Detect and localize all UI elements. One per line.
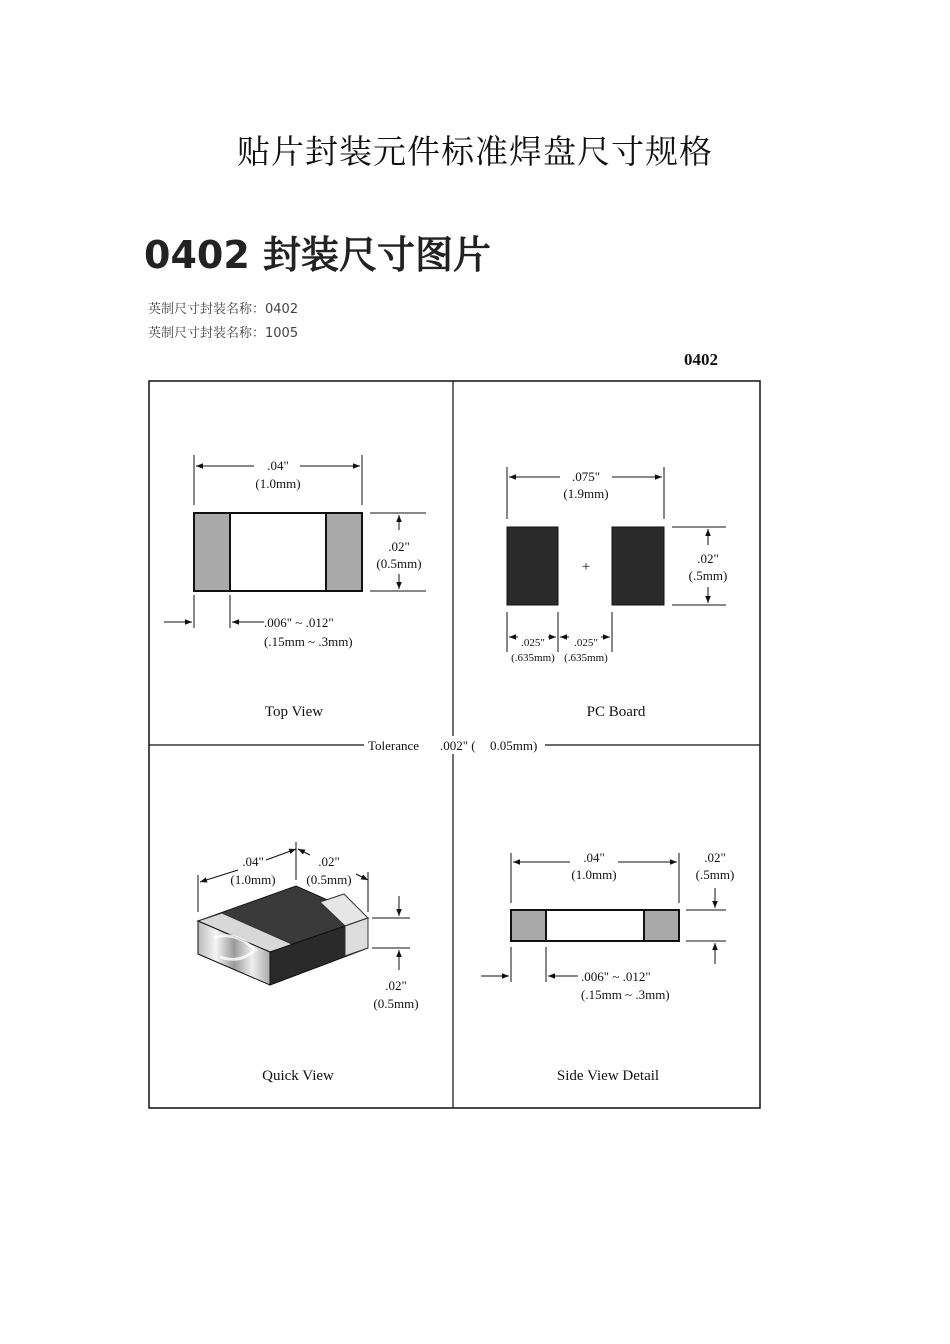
pc-board-height-mm: (.5mm) — [688, 568, 728, 583]
top-view-terminal-in: .006" ~ .012" — [264, 615, 334, 630]
side-view-panel — [481, 850, 734, 1084]
pc-board-span-in: .075" — [571, 469, 601, 484]
pc-board-pad-mm: (.635mm) — [511, 652, 555, 664]
top-view-caption: Top View — [264, 704, 324, 720]
document-title: 贴片封装元件标准焊盘尺寸规格 — [237, 132, 713, 171]
tolerance-label: Tolerance — [368, 738, 420, 753]
quick-view-caption: Quick View — [262, 1068, 334, 1084]
top-view-length-in: .04" — [267, 458, 289, 473]
top-view-terminal-mm: (.15mm ~ .3mm) — [264, 634, 353, 649]
info-line-imperial: 英制尺寸封装名称：0402 — [148, 302, 299, 317]
pc-board-pad-left — [507, 527, 558, 605]
quick-view-height-in: .02" — [385, 978, 407, 993]
top-view-length-mm: (1.0mm) — [255, 476, 301, 491]
side-view-terminal-in: .006" ~ .012" — [581, 969, 651, 984]
quick-view-length-mm: (1.0mm) — [230, 872, 276, 887]
side-view-length-in: .04" — [583, 850, 605, 865]
pc-board-gap-mm: (.635mm) — [564, 652, 608, 664]
quick-view-height-mm: (0.5mm) — [373, 996, 419, 1011]
pc-board-caption: PC Board — [586, 704, 646, 720]
pc-board-pad-in: .025" — [521, 637, 545, 649]
pc-board-gap-in: .025" — [574, 637, 598, 649]
pc-board-pad-right — [612, 527, 664, 605]
tolerance-value-in: .002" ( — [440, 738, 476, 753]
side-view-caption: Side View Detail — [556, 1068, 660, 1084]
side-view-height-mm: (.5mm) — [695, 867, 735, 882]
side-view-height-in: .02" — [704, 850, 726, 865]
top-view-terminal-right — [326, 513, 362, 591]
quick-view-width-in: .02" — [318, 854, 340, 869]
quick-view-width-mm: (0.5mm) — [306, 872, 352, 887]
top-view-width-in: .02" — [388, 539, 410, 554]
quick-view-panel — [198, 842, 419, 1084]
pc-board-panel — [507, 467, 727, 720]
pc-board-height-in: .02" — [697, 551, 719, 566]
section-heading: 0402 封装尺寸图片 — [144, 233, 491, 277]
top-view-width-mm: (0.5mm) — [376, 556, 422, 571]
top-view-panel — [164, 455, 426, 720]
side-view-terminal-left — [511, 910, 546, 941]
pc-board-span-mm: (1.9mm) — [563, 486, 609, 501]
package-label: 0402 — [684, 350, 718, 369]
side-view-length-mm: (1.0mm) — [571, 867, 617, 882]
pc-board-center-mark: + — [581, 559, 591, 575]
top-view-terminal-left — [194, 513, 230, 591]
quick-view-length-in: .04" — [242, 854, 264, 869]
side-view-terminal-mm: (.15mm ~ .3mm) — [581, 987, 670, 1002]
side-view-terminal-right — [644, 910, 679, 941]
tolerance-value-mm: 0.05mm) — [490, 738, 538, 753]
info-line-metric: 英制尺寸封装名称：1005 — [148, 326, 299, 341]
